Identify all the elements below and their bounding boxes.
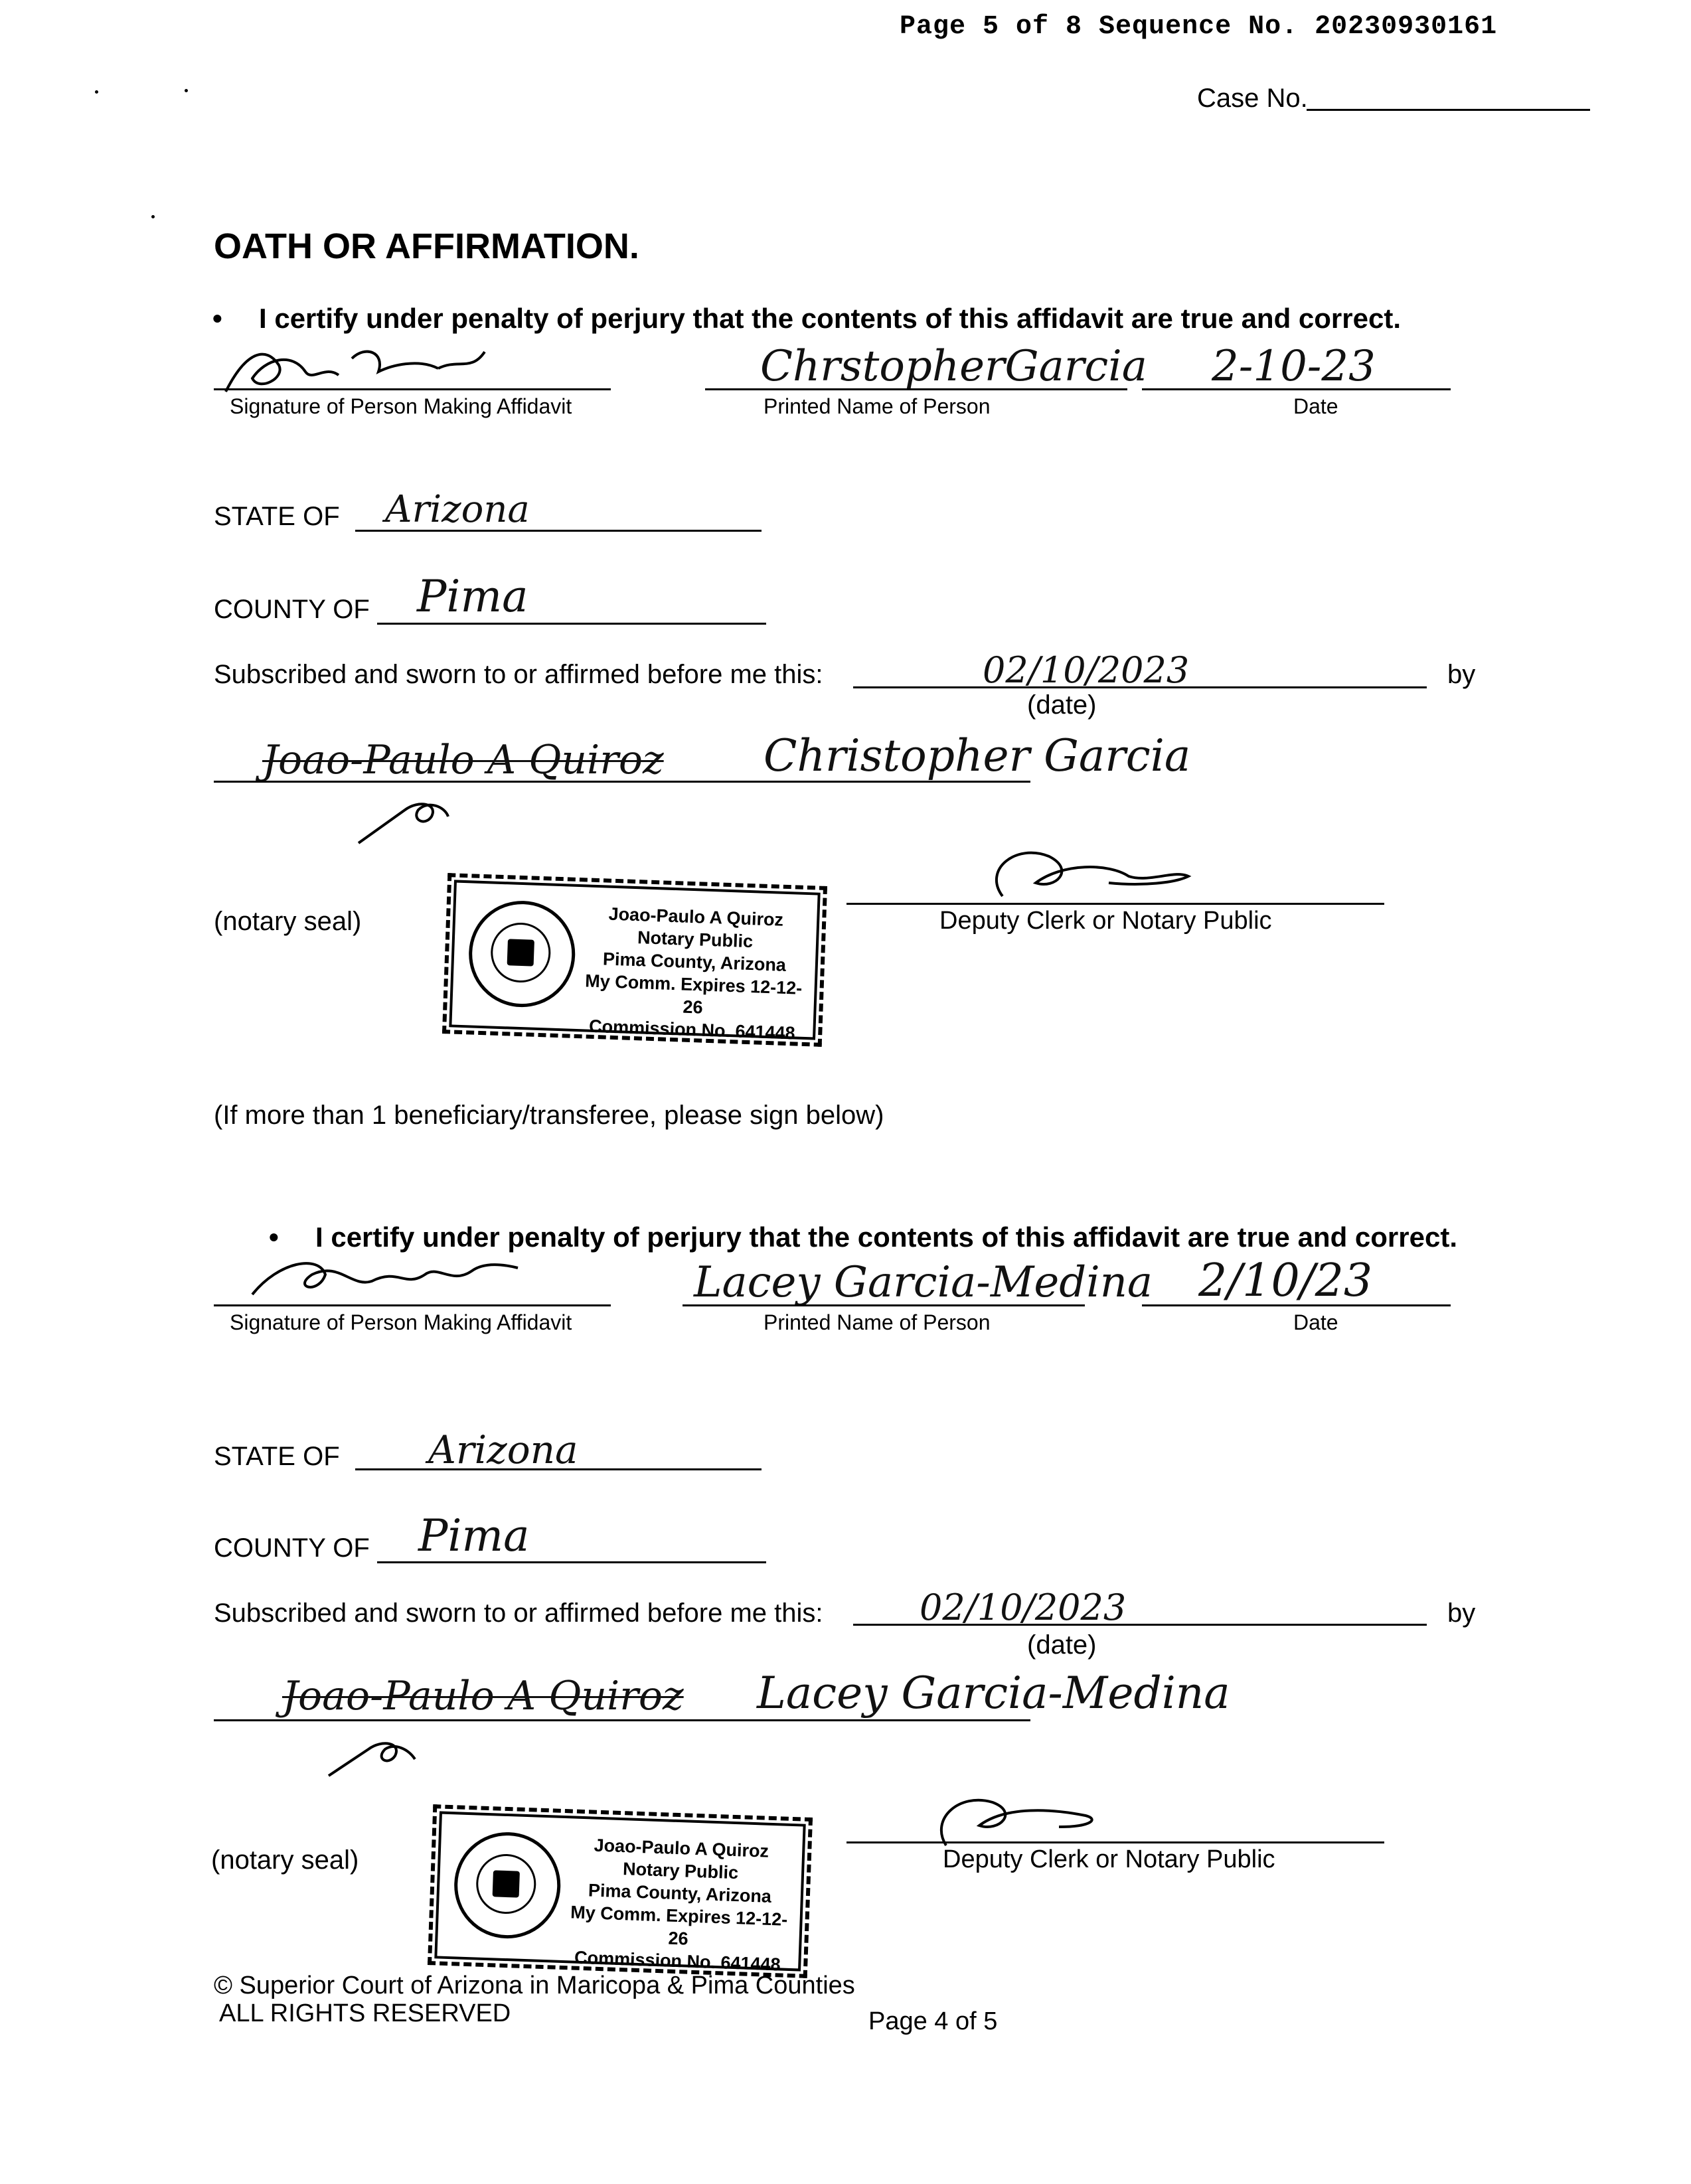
notary-seal-label-2: (notary seal) [211, 1845, 359, 1875]
state-label-2: STATE OF [214, 1442, 340, 1471]
by-label-1: by [1447, 660, 1476, 689]
date-label-2: Date [1293, 1310, 1338, 1334]
sequence-header: Page 5 of 8 Sequence No. 20230930161 [900, 12, 1498, 42]
sworn-date-line-2 [853, 1624, 1427, 1626]
by-label-2: by [1447, 1599, 1476, 1628]
date-paren-2: (date) [1027, 1630, 1097, 1660]
county-label-2: COUNTY OF [214, 1533, 370, 1563]
county-label-1: COUNTY OF [214, 595, 370, 624]
printed-name-line-1 [705, 388, 1127, 390]
scan-speck [95, 90, 98, 94]
state-line-1 [355, 530, 762, 532]
date-handwritten-2: 2/10/23 [1198, 1255, 1373, 1307]
multi-beneficiary-note: (If more than 1 beneficiary/transferee, please sign below) [214, 1101, 884, 1130]
subscribed-label-1: Subscribed and sworn to or affirmed before me this: [214, 660, 823, 689]
copyright: © Superior Court of Arizona in Maricopa & Pima Counties [214, 1972, 855, 1999]
county-value-1: Pima [417, 571, 528, 622]
scan-speck [151, 215, 155, 218]
scan-speck [185, 89, 188, 92]
state-value-1: Arizona [385, 488, 530, 531]
printed-name-label-1: Printed Name of Person [764, 394, 991, 418]
initials-2 [322, 1729, 428, 1782]
page-number-footer: Page 4 of 5 [868, 2007, 998, 2035]
date-label-1: Date [1293, 394, 1338, 418]
state-label-1: STATE OF [214, 502, 340, 531]
notary-signature-1 [976, 843, 1202, 909]
sworn-name-line-2 [214, 1719, 1030, 1721]
struck-name-2: Joao-Paulo A Quiroz [282, 1673, 684, 1719]
case-number-label: Case No. [1197, 84, 1308, 113]
sworn-date-1: 02/10/2023 [983, 649, 1190, 691]
signature-2 [239, 1248, 531, 1308]
printed-name-1: ChrstopherGarcia [760, 342, 1147, 391]
printed-name-line-2 [683, 1304, 1085, 1306]
subscribed-label-2: Subscribed and sworn to or affirmed before me this: [214, 1599, 823, 1628]
sworn-date-2: 02/10/2023 [920, 1587, 1127, 1628]
notary-seal-label-1: (notary seal) [214, 907, 362, 936]
signature-label-1: Signature of Person Making Affidavit [230, 394, 572, 418]
signature-line-2 [214, 1304, 611, 1306]
date-handwritten-1: 2-10-23 [1212, 342, 1376, 391]
state-seal-icon [467, 899, 576, 1008]
notary-stamp-1: Joao-Paulo A Quiroz Notary Public Pima County, Arizona My Comm. Expires 12-12-26 Commission No. 641448 [442, 873, 827, 1047]
county-value-2: Pima [418, 1510, 530, 1561]
signature-line-1 [214, 388, 611, 390]
state-seal-icon [452, 1830, 562, 1940]
sworn-date-line-1 [853, 686, 1427, 688]
sworn-name-1: Christopher Garcia [764, 730, 1191, 781]
state-line-2 [355, 1468, 762, 1470]
certify-statement-1: • I certify under penalty of perjury that the contents of this affidavit are true and correct. [212, 303, 1401, 334]
county-line-1 [377, 623, 766, 625]
deputy-clerk-label-2: Deputy Clerk or Notary Public [943, 1845, 1275, 1873]
all-rights-reserved: ALL RIGHTS RESERVED [219, 1999, 511, 2027]
state-value-2: Arizona [428, 1427, 578, 1472]
notary-line-1 [846, 903, 1384, 905]
notary-stamp-2: Joao-Paulo A Quiroz Notary Public Pima County, Arizona My Comm. Expires 12-12-26 Commission No. 641448 [428, 1804, 813, 1978]
struck-name-1: Joao-Paulo A Quiroz [262, 737, 664, 783]
sworn-name-line-1 [214, 781, 1030, 783]
oath-heading: OATH OR AFFIRMATION. [214, 226, 639, 266]
certify-statement-2: • I certify under penalty of perjury that the contents of this affidavit are true and correct. [269, 1221, 1457, 1253]
signature-label-2: Signature of Person Making Affidavit [230, 1310, 572, 1334]
county-line-2 [377, 1561, 766, 1563]
date-line-2 [1142, 1304, 1451, 1306]
initials-1 [352, 790, 458, 850]
notary-line-2 [846, 1841, 1384, 1843]
sworn-name-2: Lacey Garcia-Medina [757, 1668, 1230, 1719]
printed-name-2: Lacey Garcia-Medina [694, 1258, 1153, 1307]
date-paren-1: (date) [1027, 690, 1097, 720]
printed-name-label-2: Printed Name of Person [764, 1310, 991, 1334]
deputy-clerk-label-1: Deputy Clerk or Notary Public [939, 907, 1272, 935]
date-line-1 [1142, 388, 1451, 390]
case-number-line [1307, 109, 1590, 111]
